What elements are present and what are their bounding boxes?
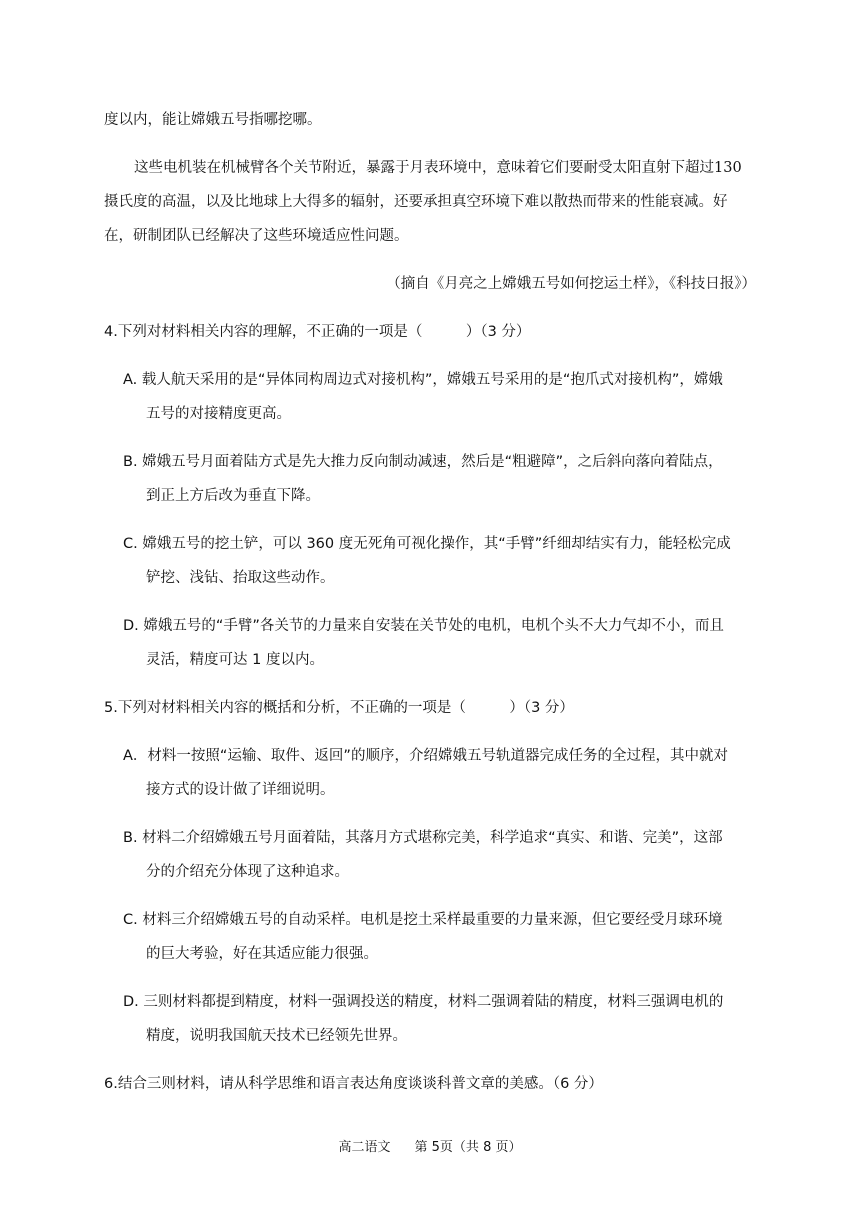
question-4-stem: 4.下列对材料相关内容的理解，不正确的一项是（ ）（3 分） bbox=[104, 324, 531, 340]
passage-line: 度以内，能让嫦娥五号指哪挖哪。 bbox=[104, 112, 322, 128]
q5-option-d-line2: 精度，说明我国航天技术已经领先世界。 bbox=[146, 1028, 407, 1044]
q4-option-a-line1: A. 载人航天采用的是“异体同构周边式对接机构”，嫦娥五号采用的是“抱爪式对接机构”，嫦娥 bbox=[123, 372, 723, 388]
passage-line: 摄氏度的高温，以及比地球上大得多的辐射，还要承担真空环境下难以散热而带来的性能衰减。好 bbox=[104, 194, 728, 210]
q5-option-b-line1: B. 材料二介绍嫦娥五号月面着陆，其落月方式堪称完美，科学追求“真实、和谐、完美”，这部 bbox=[123, 830, 723, 846]
q4-option-d-line2: 灵活，精度可达 1 度以内。 bbox=[146, 652, 324, 668]
footer-subject: 高二语文 bbox=[338, 1140, 391, 1155]
passage-source: （摘自《月亮之上嫦娥五号如何挖运土样》，《科技日报》） bbox=[386, 276, 756, 292]
q4-option-a-line2: 五号的对接精度更高。 bbox=[146, 406, 291, 422]
q4-option-b-line1: B. 嫦娥五号月面着陆方式是先大推力反向制动减速，然后是“粗避障”，之后斜向落向着陆点， bbox=[123, 454, 723, 470]
question-6-stem: 6.结合三则材料，请从科学思维和语言表达角度谈谈科普文章的美感。（6 分） bbox=[104, 1076, 603, 1092]
q5-option-c-line1: C. 材料三介绍嫦娥五号的自动采样。电机是挖土采样最重要的力量来源，但它要经受月球环境 bbox=[123, 912, 723, 928]
q5-option-d-line1: D. 三则材料都提到精度，材料一强调投送的精度，材料二强调着陆的精度，材料三强调电机的 bbox=[123, 994, 724, 1010]
q5-option-a-line1: A．材料一按照“运输、取件、返回”的顺序，介绍嫦娥五号轨道器完成任务的全过程，其中就对 bbox=[123, 748, 728, 764]
passage-line: 在，研制团队已经解决了这些环境适应性问题。 bbox=[104, 228, 409, 244]
q4-option-b-line2: 到正上方后改为垂直下降。 bbox=[146, 488, 320, 504]
q4-option-d-line1: D. 嫦娥五号的“手臂”各关节的力量来自安装在关节处的电机，电机个头不大力气却不小，而且 bbox=[123, 618, 724, 634]
q5-option-c-line2: 的巨大考验，好在其适应能力很强。 bbox=[146, 946, 378, 962]
q5-option-a-line2: 接方式的设计做了详细说明。 bbox=[146, 782, 335, 798]
q5-option-b-line2: 分的介绍充分体现了这种追求。 bbox=[146, 864, 349, 880]
question-5-stem: 5.下列对材料相关内容的概括和分析，不正确的一项是（ ）（3 分） bbox=[104, 700, 574, 716]
footer-page-number: 第 5页（共 8 页） bbox=[414, 1140, 522, 1155]
passage-line: 这些电机装在机械臂各个关节附近，暴露于月表环境中，意味着它们要耐受太阳直射下超过130 bbox=[134, 160, 742, 176]
q4-option-c-line1: C. 嫦娥五号的挖土铲，可以 360 度无死角可视化操作，其“手臂”纤细却结实有力，能轻松完成 bbox=[123, 536, 731, 552]
page-footer bbox=[0, 1136, 860, 1155]
q4-option-c-line2: 铲挖、浅钻、抬取这些动作。 bbox=[146, 570, 335, 586]
